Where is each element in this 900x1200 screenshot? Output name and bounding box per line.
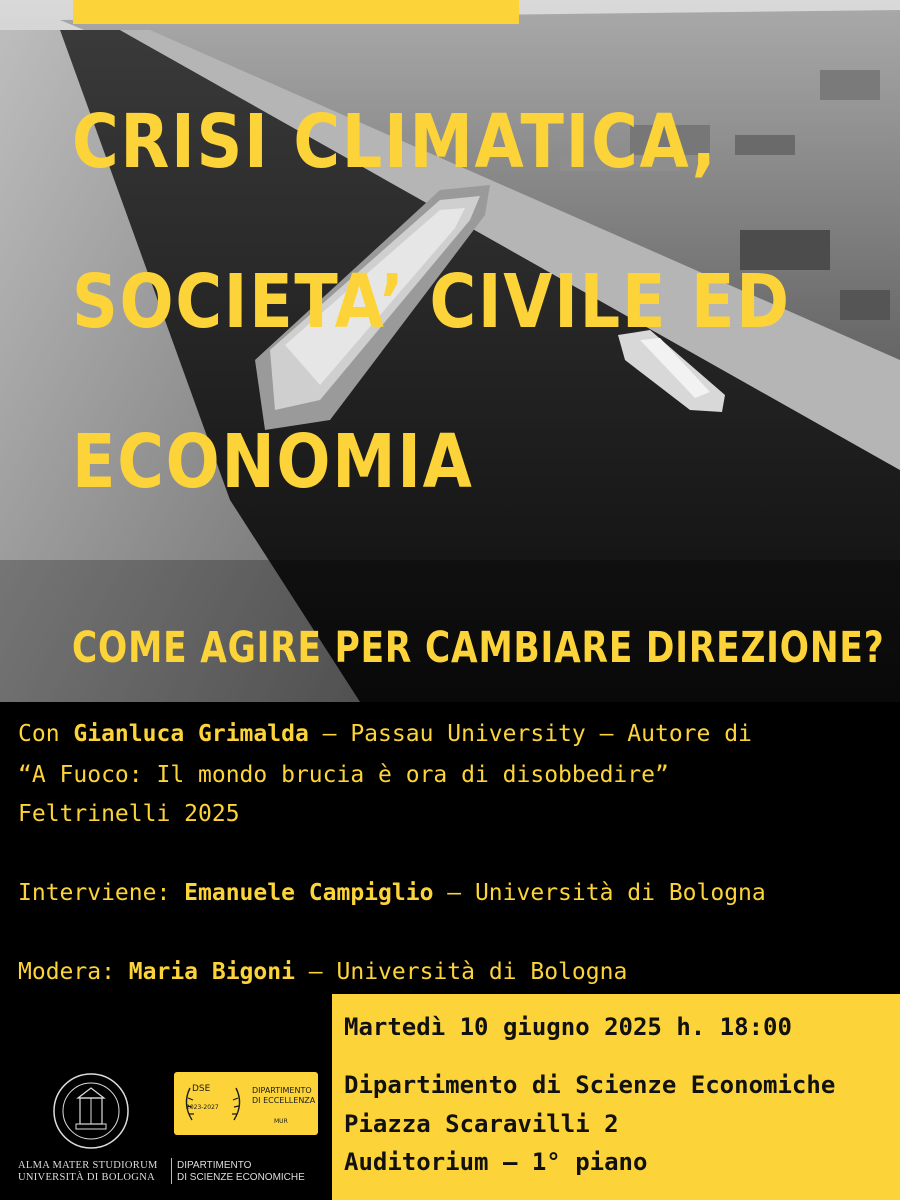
book-title: “A Fuoco: Il mondo brucia è ora di disobbedire” [18,762,669,788]
dse-badge-label: DSE [192,1084,211,1094]
dse-excellence-badge [174,1072,318,1135]
dse-badge-title-2: DI ECCELLENZA [252,1096,316,1105]
university-line-2: UNIVERSITÀ DI BOLOGNA [18,1172,155,1183]
interviene-prefix: Interviene: [18,880,185,906]
event-datetime: Martedì 10 giugno 2025 h. 18:00 [344,1013,792,1041]
venue-line-1: Dipartimento di Scienze Economiche [344,1071,836,1099]
university-name [18,1160,158,1184]
department-name [177,1160,305,1184]
university-seal-icon [52,1072,130,1150]
modera-prefix: Modera: [18,959,129,985]
moderator-line [18,954,627,991]
dse-badge-title [252,1086,315,1106]
venue-line-2: Piazza Scaravilli 2 [344,1110,619,1138]
department-line-2: DI SCIENZE ECONOMICHE [177,1172,305,1183]
discussant-line [18,875,766,912]
dse-badge-years: 2023-2027 [186,1104,219,1111]
university-line-1: ALMA MATER STUDIORUM [18,1160,158,1171]
con-prefix: Con [18,721,74,747]
venue-line-3: Auditorium – 1° piano [344,1148,648,1176]
department-line-1: DIPARTIMENTO [177,1160,252,1171]
top-accent-bar [73,0,519,24]
moderator-name: Maria Bigoni [128,959,295,985]
dse-badge-title-1: DIPARTIMENTO [252,1086,312,1095]
title-line-3: ECONOMIA [72,419,474,505]
main-speaker-name: Gianluca Grimalda [73,721,309,747]
logo-divider [171,1158,172,1184]
publisher: Feltrinelli 2025 [18,801,240,827]
moderator-affiliation: – Università di Bologna [294,959,628,985]
speaker-line [18,716,752,753]
discussant-name: Emanuele Campiglio [184,880,434,906]
title-line-1: CRISI CLIMATICA, [72,99,718,185]
main-speaker-affiliation: – Passau University – Autore di [308,721,752,747]
title-line-2: SOCIETA’ CIVILE ED [72,259,791,345]
poster-subtitle: COME AGIRE PER CAMBIARE DIREZIONE? [72,623,885,673]
dse-badge-mur: MUR [274,1118,288,1125]
discussant-affiliation: – Università di Bologna [433,880,766,906]
poster-title [72,62,791,542]
